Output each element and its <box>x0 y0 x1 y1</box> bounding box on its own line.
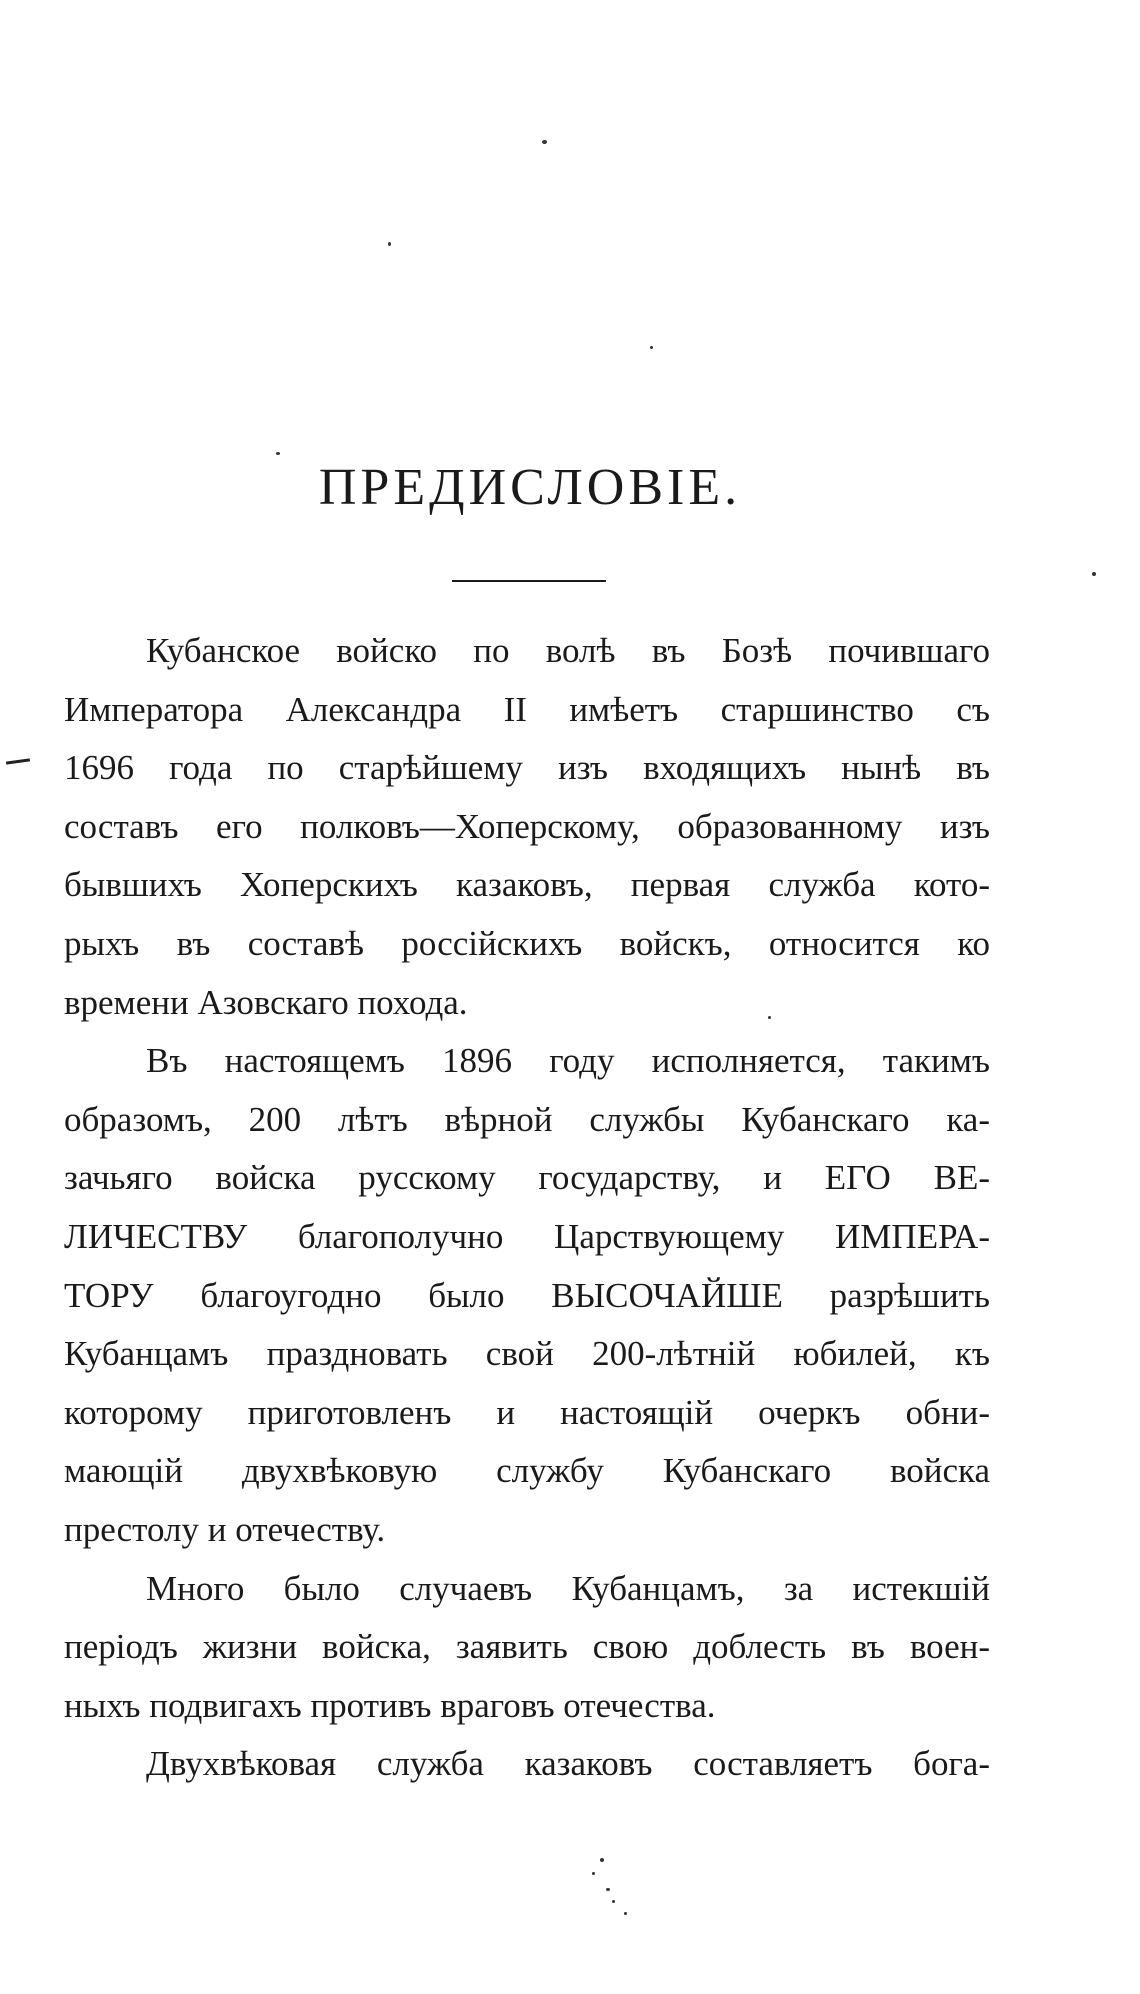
preface-body <box>64 622 990 1794</box>
text-line: 1696 года по старѣйшему изъ входящихъ нынѣ въ <box>64 748 990 788</box>
text-line: которому приготовленъ и настоящій очеркъ обни- <box>64 1392 990 1432</box>
text-line: времени Азовскаго похода. <box>64 982 468 1022</box>
print-speck <box>388 242 391 246</box>
print-speck <box>612 1900 615 1903</box>
print-speck <box>592 1872 595 1875</box>
text-line: Много было случаевъ Кубанцамъ, за истекшій <box>146 1568 990 1608</box>
print-speck <box>600 1858 604 1862</box>
text-line: ЛИЧЕСТВУ благополучно Царствующему ИМПЕРА- <box>64 1216 990 1256</box>
title-rule <box>452 580 606 582</box>
print-speck <box>650 346 653 349</box>
print-speck <box>606 1888 610 1891</box>
text-line: періодъ жизни войска, заявить свою доблесть въ воен- <box>64 1627 990 1667</box>
page-title: ПРЕДИСЛОВІЕ. <box>318 459 742 516</box>
text-line: престолу и отечеству. <box>64 1509 386 1549</box>
print-speck <box>276 452 280 455</box>
text-line: Кубанское войско по волѣ въ Бозѣ почившаго <box>146 631 990 670</box>
text-line: составъ его полковъ—Хоперскому, образованному изъ <box>64 806 990 846</box>
text-line: мающій двухвѣковую службу Кубанскаго войска <box>64 1451 990 1491</box>
text-line: ныхъ подвигахъ противъ враговъ отечества. <box>64 1685 716 1725</box>
margin-mark <box>6 758 30 764</box>
text-line: зачьяго войска русскому государству, и ЕГО ВЕ- <box>64 1158 990 1198</box>
text-line: Въ настоящемъ 1896 году исполняется, такимъ <box>146 1041 990 1081</box>
print-speck <box>624 1912 627 1915</box>
text-line: ТОРУ благоугодно было ВЫСОЧАЙШЕ разрѣшить <box>64 1275 990 1315</box>
print-speck <box>542 140 547 144</box>
text-line: Двухвѣковая служба казаковъ составляетъ бога- <box>146 1744 990 1784</box>
text-line: образомъ, 200 лѣтъ вѣрной службы Кубанскаго ка- <box>64 1099 990 1139</box>
text-line: бывшихъ Хоперскихъ казаковъ, первая служба кото- <box>64 865 990 905</box>
text-line: Кубанцамъ праздновать свой 200-лѣтній юбилей, къ <box>64 1334 990 1374</box>
text-line: Императора Александра II имѣетъ старшинство съ <box>64 689 990 729</box>
print-speck <box>1092 572 1096 576</box>
text-line: рыхъ въ составѣ россійскихъ войскъ, относится ко <box>64 923 990 963</box>
